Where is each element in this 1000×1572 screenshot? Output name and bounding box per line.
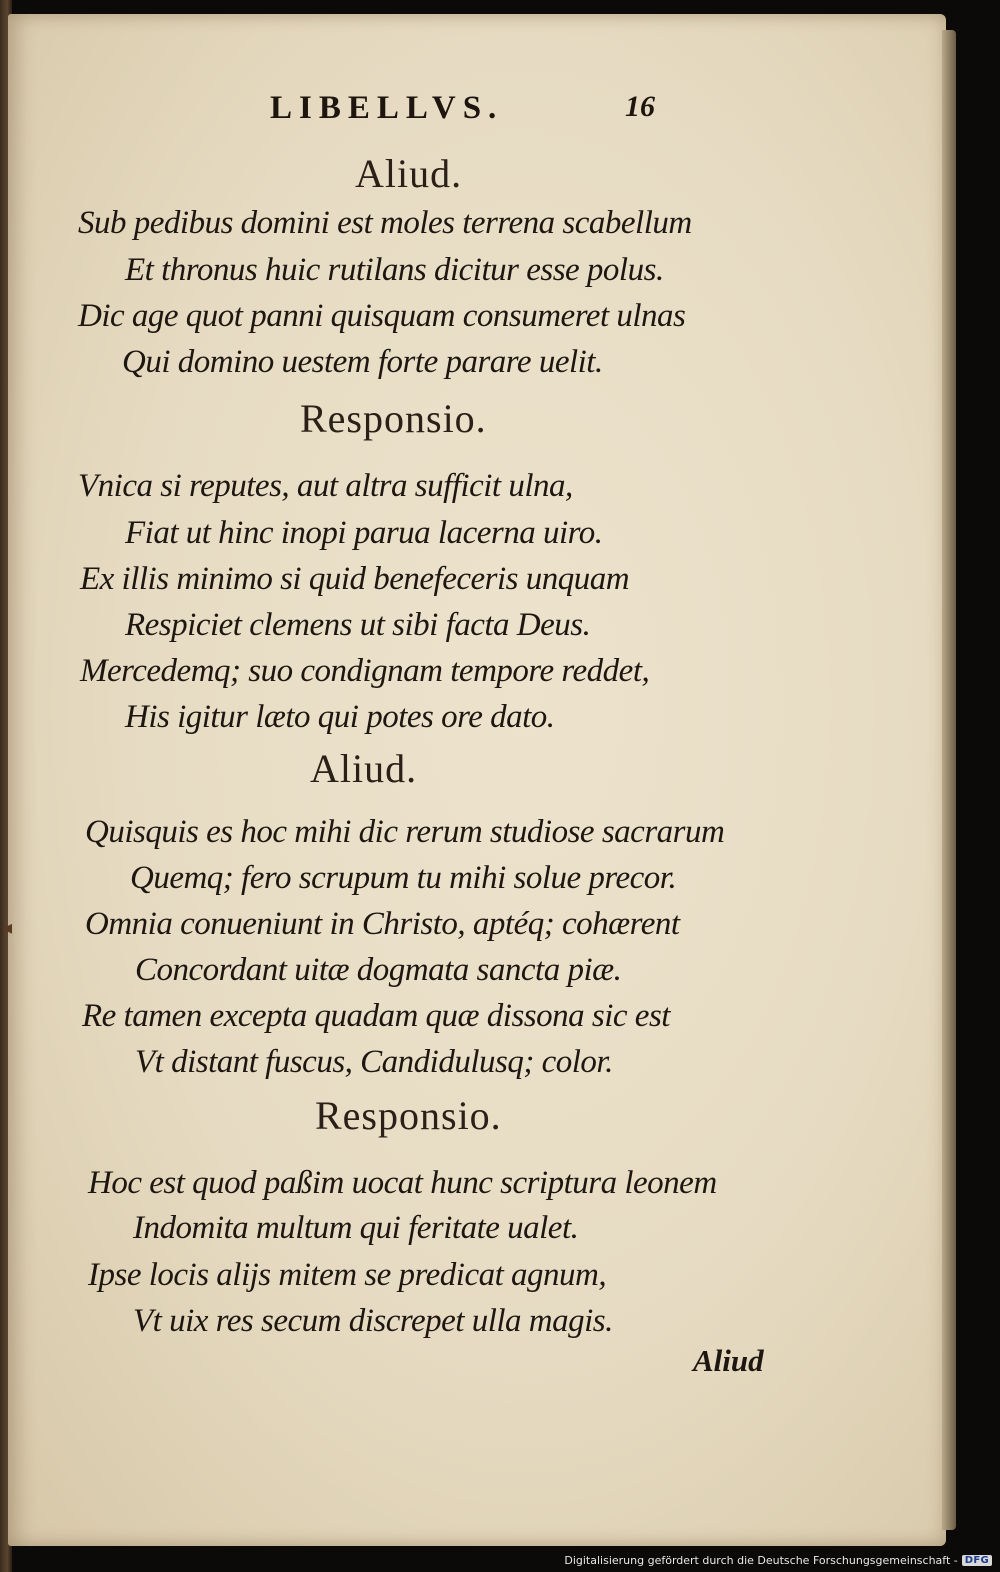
verse-line: Quemq; fero scrupum tu mihi solue precor. — [130, 860, 677, 896]
verse-line: Sub pedibus domini est moles terrena scabellum — [78, 205, 692, 241]
section-heading: Responsio. — [315, 1093, 502, 1138]
verse-line: Dic age quot panni quisquam consumeret ulnas — [78, 298, 686, 334]
verse-line: Vt distant fuscus, Candidulusq; color. — [135, 1044, 613, 1080]
verse-line: Concordant uitæ dogmata sancta piæ. — [135, 952, 622, 988]
section-heading: Responsio. — [300, 396, 487, 441]
section-heading: Aliud. — [310, 746, 418, 791]
page-number: 16 — [625, 90, 655, 123]
verse-line: Re tamen excepta quadam quæ dissona sic est — [82, 998, 670, 1034]
dfg-logo: DFG — [962, 1555, 992, 1566]
footer-text: Digitalisierung gefördert durch die Deutsche Forschungsgemeinschaft - — [564, 1553, 958, 1567]
verse-line: Indomita multum qui feritate ualet. — [133, 1210, 579, 1246]
page-edge — [942, 30, 956, 1530]
verse-line: Et thronus huic rutilans dicitur esse polus. — [125, 252, 664, 288]
footer-credit — [564, 1552, 992, 1568]
verse-line: Hoc est quod paßim uocat hunc scriptura leonem — [88, 1165, 717, 1201]
verse-line: Fiat ut hinc inopi parua lacerna uiro. — [125, 515, 603, 551]
margin-mark: ◂ — [2, 915, 13, 939]
catchword: Aliud — [693, 1343, 764, 1378]
verse-line: Vt uix res secum discrepet ulla magis. — [133, 1303, 613, 1339]
running-head — [270, 90, 690, 140]
verse-line: Respiciet clemens ut sibi facta Deus. — [125, 607, 591, 643]
verse-line: Ipse locis alijs mitem se predicat agnum, — [88, 1257, 607, 1293]
running-head-title: LIBELLVS. — [270, 90, 504, 126]
verse-line: Qui domino uestem forte parare uelit. — [122, 344, 603, 380]
verse-line: Quisquis es hoc mihi dic rerum studiose sacrarum — [85, 814, 725, 850]
section-heading: Aliud. — [355, 151, 463, 196]
verse-line: His igitur læto qui potes ore dato. — [125, 699, 555, 735]
verse-line: Ex illis minimo si quid benefeceris unquam — [80, 561, 630, 597]
verse-line: Omnia conueniunt in Christo, aptéq; cohærent — [85, 906, 680, 942]
verse-line: Mercedemq; suo condignam tempore reddet, — [80, 653, 650, 689]
verse-line: Vnica si reputes, aut altra sufficit ulna, — [78, 468, 573, 504]
